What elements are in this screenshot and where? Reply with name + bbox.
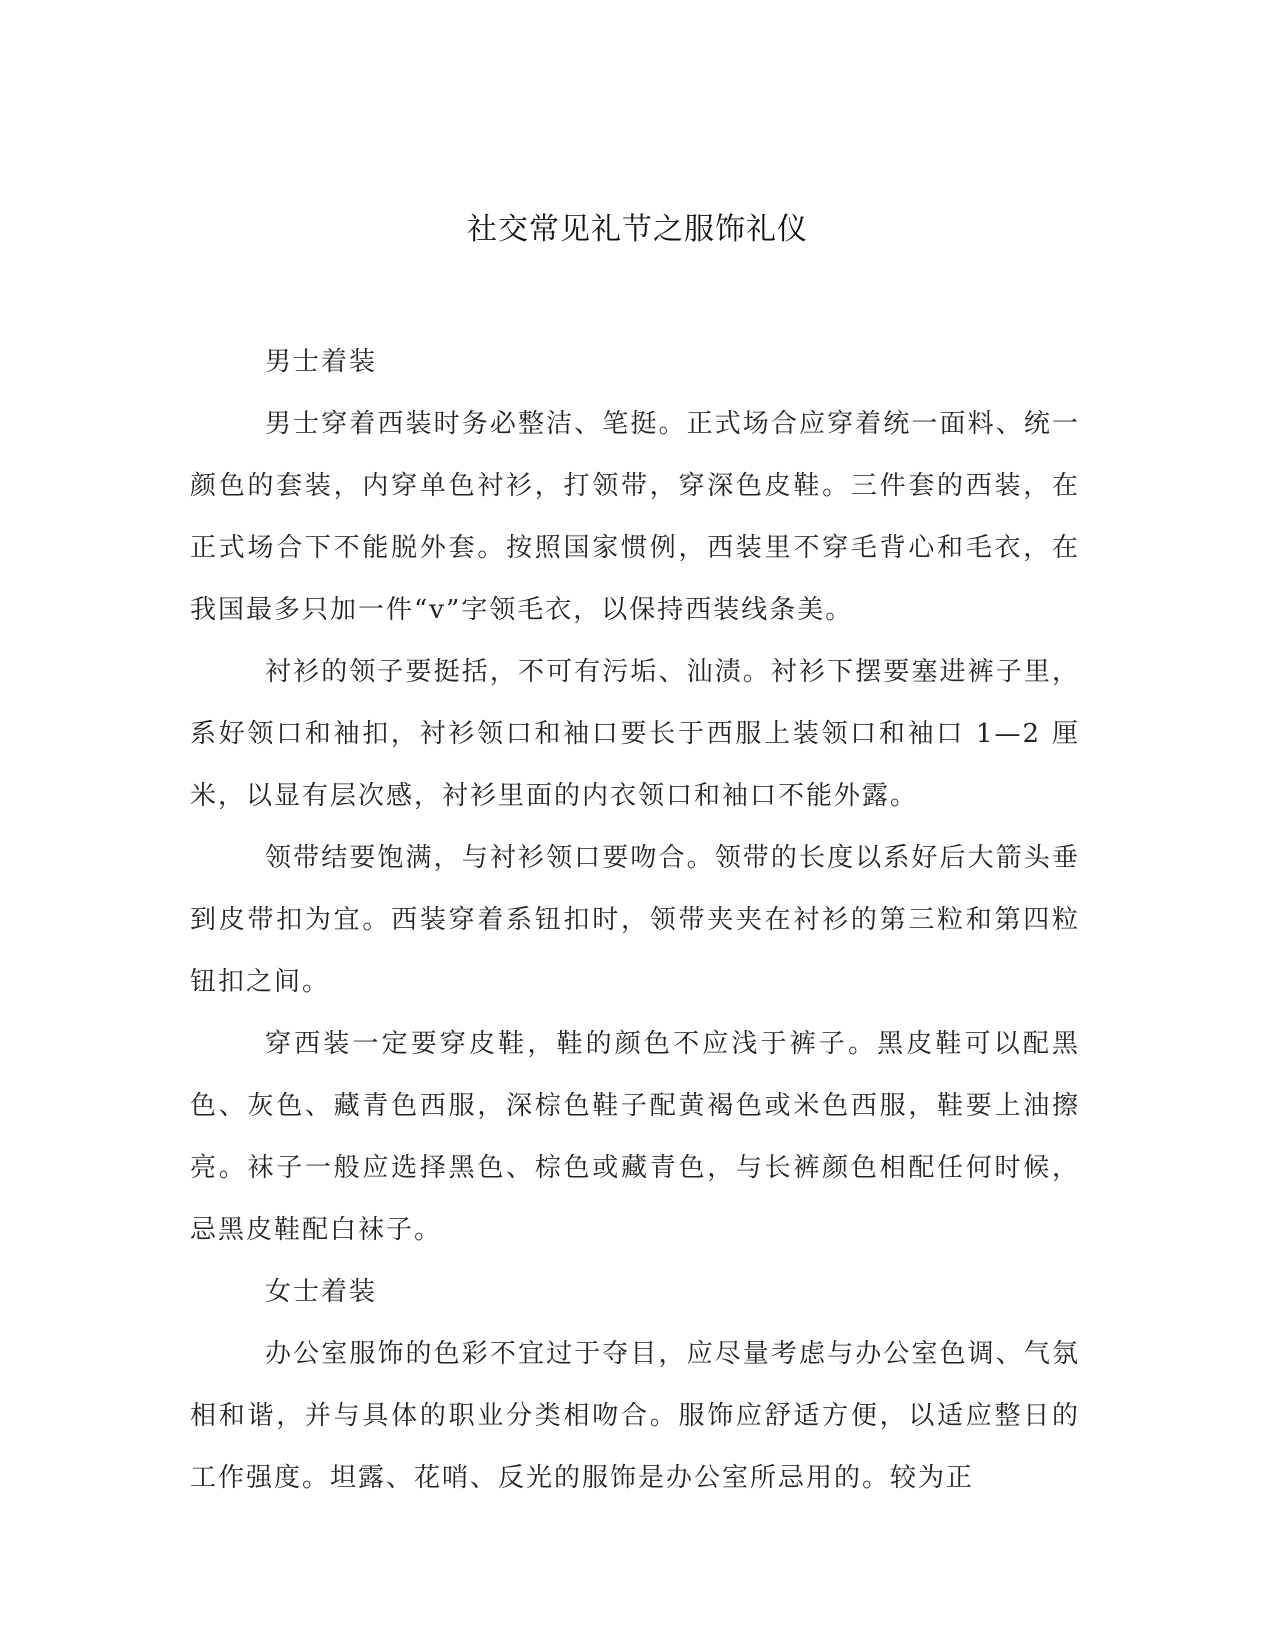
section-heading-men: 男士着装 (265, 347, 378, 377)
paragraph-shoes: 穿西装一定要穿皮鞋，鞋的颜色不应浅于裤子。黑皮鞋可以配黑色、灰色、藏青色西服，深棕色鞋子配黄褐色或米色西服，鞋要上油擦亮。袜子一般应选择黑色、棕色或藏青色，与长裤颜色相配任何时候，忌黑皮鞋配白袜子。 (190, 1029, 1080, 1245)
document-body (190, 331, 1080, 1509)
paragraph-office-attire: 办公室服饰的色彩不宜过于夺目，应尽量考虑与办公室色调、气氛相和谐，并与具体的职业分类相吻合。服饰应舒适方便，以适应整日的工作强度。坦露、花哨、反光的服饰是办公室所忌用的。较为正 (190, 1339, 1080, 1493)
paragraph-suit: 男士穿着西装时务必整洁、笔挺。正式场合应穿着统一面料、统一颜色的套装，内穿单色衬衫，打领带，穿深色皮鞋。三件套的西装，在正式场合下不能脱外套。按照国家惯例，西装里不穿毛背心和毛衣，在我国最多只加一件“v”字领毛衣，以保持西装线条美。 (190, 409, 1080, 625)
document-title: 社交常见礼节之服饰礼仪 (467, 212, 808, 247)
paragraph-shirt: 衬衫的领子要挺括，不可有污垢、汕渍。衬衫下摆要塞进裤子里，系好领口和袖扣，衬衫领口和袖口要长于西服上装领口和袖口 1—2 厘米，以显有层次感，衬衫里面的内衣领口和袖口不能外露。 (190, 657, 1080, 811)
section-heading-women: 女士着装 (265, 1277, 378, 1307)
paragraph-tie: 领带结要饱满，与衬衫领口要吻合。领带的长度以系好后大箭头垂到皮带扣为宜。西装穿着系钮扣时，领带夹夹在衬衫的第三粒和第四粒钮扣之间。 (190, 843, 1080, 997)
